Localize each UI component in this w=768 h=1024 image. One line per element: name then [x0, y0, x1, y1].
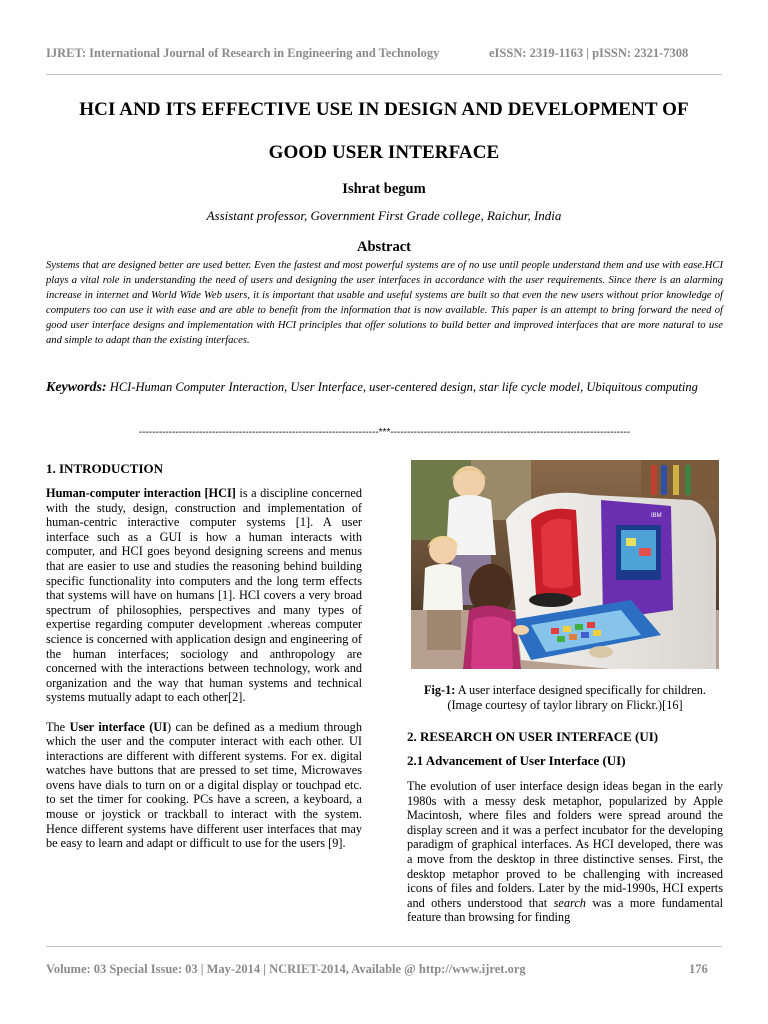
introduction-heading: 1. INTRODUCTION	[46, 461, 164, 476]
research-text-after: was a more fundamental feature than browsing for finding	[407, 895, 723, 925]
page-number: 176	[689, 962, 708, 976]
figure-1-caption-line-1	[407, 683, 723, 698]
research-heading: 2. RESEARCH ON USER INTERFACE (UI)	[407, 729, 659, 744]
children-kiosk-photo	[411, 460, 719, 669]
research-body	[407, 779, 723, 925]
intro-paragraph-2-text: ) can be defined as a medium through which the user and the computer interact with each other. UI interactions are different with different systems. For ex. digital watches have buttons that are pressed to set time, Microwaves ovens have dials to turn on or a digital display or touchpad etc. to set the timer for cooking. PCs have a screen, a keyboard, a mouse or joystick or trackball to interact with the system. Hence different systems have different user interfaces that may be easy to learn and adapt or difficult to use for the users [9].	[46, 719, 362, 851]
keywords-label: Keywords:	[46, 380, 107, 395]
keywords-text: HCI-Human Computer Interaction, User Interface, user-centered design, star life cycle model, Ubiquitous computing	[109, 380, 698, 394]
research-subheading: 2.1 Advancement of User Interface (UI)	[407, 753, 626, 768]
intro-paragraph-1	[46, 486, 362, 705]
figure-1-caption	[407, 683, 723, 712]
research-paragraph	[407, 779, 723, 925]
section-divider: ------------------------------------------------------------------------***------------------------------------------------------------------------	[138, 427, 631, 438]
abstract-text: Systems that are designed better are used better. Even the fastest and most powerful systems are of no use until people understand them and use with ease.HCI plays a vital role in understanding the need of users and designing the user interfaces in accordance with the user requirements. Since there is an alarming increase in internet and World Wide Web users, it is important that usable and useful systems are built so that even the new users without prior knowledge of computers too can use it with ease and are able to benefit from the information that is now available. This paper is an attempt to bring forward the need of good user interface designs and implementation with HCI principles that offer solutions to build better and improved interfaces that are more natural to use and simple to adapt than the existing interfaces.	[46, 260, 723, 347]
intro-term-ui: User interface (UI	[69, 719, 167, 734]
header-rule	[46, 74, 722, 75]
figure-1-label: Fig-1:	[423, 683, 456, 697]
issn-header: eISSN: 2319-1163 | pISSN: 2321-7308	[489, 46, 689, 60]
paper-title-line-2: GOOD USER INTERFACE	[268, 142, 500, 163]
author-name: Ishrat begum	[342, 181, 426, 197]
abstract-heading: Abstract	[357, 239, 411, 255]
paper-title	[40, 88, 728, 174]
journal-header: IJRET: International Journal of Research in Engineering and Technology	[46, 46, 440, 60]
research-text-emphasis: search	[553, 895, 586, 910]
figure-1-caption-text: A user interface designed specifically for children.	[455, 683, 707, 697]
figure-1-caption-line-2: (Image courtesy of taylor library on Flickr.)[16]	[447, 697, 683, 712]
figure-1-photo	[411, 460, 719, 669]
introduction-body	[46, 486, 362, 851]
ibm-label: IBM	[651, 513, 662, 519]
author-affiliation: Assistant professor, Government First Grade college, Raichur, India	[206, 208, 562, 223]
intro-paragraph-2	[46, 720, 362, 851]
footer-volume: Volume: 03 Special Issue: 03 | May-2014 | NCRIET-2014, Available @ http://www.ijret.org	[46, 962, 526, 976]
research-text-before: The evolution of user interface design ideas began in the early 1980s with a messy desk metaphor, popularized by Apple Macintosh, where files and folders were spread around the display screen and it was a perfect incubator for the developing paradigm of graphical interfaces. As HCI developed, there was a move from the desktop in three distinctive senses. First, the desktop metaphor proved to be challenging with increased icons of files and folders. Later by the mid-1990s, HCI experts and others understood that	[407, 779, 723, 910]
keywords	[46, 374, 723, 401]
intro-term-hci: Human-computer interaction [HCI]	[46, 486, 236, 500]
paper-title-line-1: HCI AND ITS EFFECTIVE USE IN DESIGN AND DEVELOPMENT OF	[79, 99, 689, 120]
intro-paragraph-1-text: is a discipline concerned with the study, design, construction and implementation of human-centric interactive computer systems [1]. A user interface such as a GUI is how a human interacts with computer, and HCI goes beyond designing screens and menus that are easier to use and studies the reasoning behind building specific functionality into computers and the long term effects that systems will have on humans [1]. HCI covers a very broad spectrum of philosophies, perspectives and many types of expertise regarding computer development .whereas computer science is concerned with application design and engineering of the human interfaces; sociology and anthropology are concerned with the interactions between technology, work and organization and the way that human systems and technical systems mutually adapt to each other[2].	[46, 486, 362, 705]
footer-rule	[46, 946, 722, 947]
intro-paragraph-2-pre: The	[46, 719, 70, 734]
